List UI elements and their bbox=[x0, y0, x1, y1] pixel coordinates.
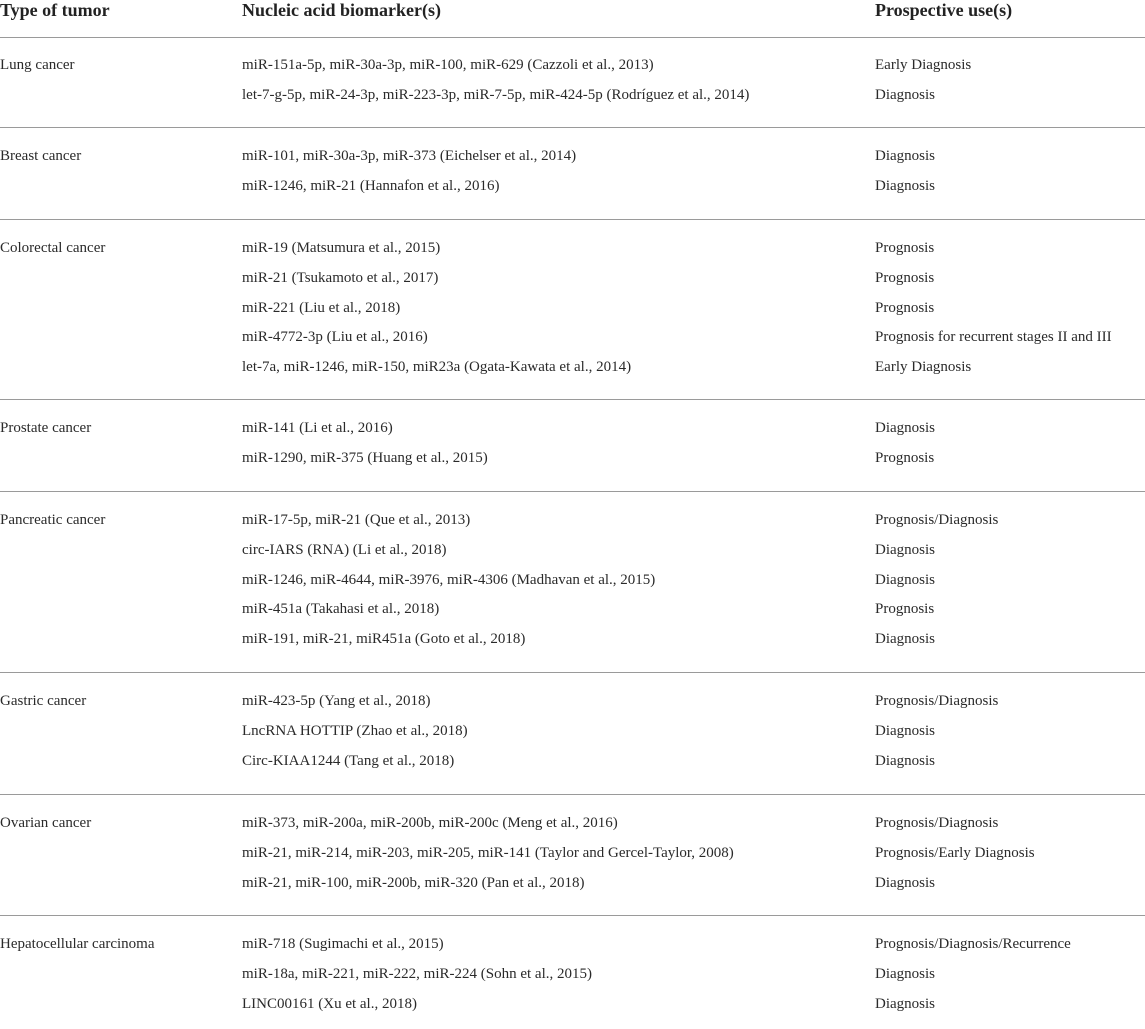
use-cell: Diagnosis bbox=[875, 631, 935, 648]
biomarker-cell: miR-1290, miR-375 (Huang et al., 2015) bbox=[242, 449, 488, 466]
tumor-type: Prostate cancer bbox=[0, 420, 92, 436]
table-row bbox=[0, 177, 1145, 207]
biomarker-cell: miR-101, miR-30a-3p, miR-373 (Eichelser et al., 2014) bbox=[242, 148, 577, 164]
table-row bbox=[0, 935, 1145, 965]
tumor-group bbox=[0, 492, 1145, 673]
biomarker-cell: let-7-g-5p, miR-24-3p, miR-223-3p, miR-7-5p, miR-424-5p (Rodríguez et al., 2014) bbox=[242, 86, 750, 103]
biomarker-cell: miR-191, miR-21, miR451a (Goto et al., 2018) bbox=[242, 631, 526, 648]
use-cell: Diagnosis bbox=[875, 752, 935, 769]
table-row bbox=[0, 239, 1145, 269]
table-row bbox=[0, 722, 1145, 752]
biomarker-cell: miR-19 (Matsumura et al., 2015) bbox=[242, 240, 441, 256]
biomarker-cell: miR-1246, miR-21 (Hannafon et al., 2016) bbox=[242, 177, 500, 194]
tumor-group bbox=[0, 220, 1145, 400]
use-cell: Diagnosis bbox=[875, 86, 935, 103]
biomarker-cell: circ-IARS (RNA) (Li et al., 2018) bbox=[242, 541, 447, 558]
biomarker-cell: miR-1246, miR-4644, miR-3976, miR-4306 (Madhavan et al., 2015) bbox=[242, 571, 656, 588]
biomarker-cell: miR-17-5p, miR-21 (Que et al., 2013) bbox=[242, 512, 471, 528]
table-row bbox=[0, 541, 1145, 571]
use-cell: Early Diagnosis bbox=[875, 359, 972, 376]
biomarker-cell: let-7a, miR-1246, miR-150, miR23a (Ogata-Kawata et al., 2014) bbox=[242, 359, 632, 376]
biomarker-cell: LncRNA HOTTIP (Zhao et al., 2018) bbox=[242, 722, 468, 739]
tumor-group bbox=[0, 916, 1145, 1027]
use-cell: Early Diagnosis bbox=[875, 57, 972, 73]
header-biomarkers: Nucleic acid biomarker(s) bbox=[242, 0, 441, 20]
use-cell: Prognosis/Diagnosis bbox=[875, 815, 999, 831]
table-row bbox=[0, 419, 1145, 449]
tumor-type: Hepatocellular carcinoma bbox=[0, 936, 155, 952]
use-cell: Prognosis bbox=[875, 449, 935, 466]
table-row bbox=[0, 995, 1145, 1025]
use-cell: Diagnosis bbox=[875, 995, 935, 1012]
tumor-group bbox=[0, 37, 1145, 128]
tumor-group bbox=[0, 673, 1145, 795]
tumor-group bbox=[0, 400, 1145, 492]
table-row bbox=[0, 358, 1145, 388]
table-row bbox=[0, 299, 1145, 329]
biomarker-cell: miR-141 (Li et al., 2016) bbox=[242, 420, 393, 436]
biomarker-cell: miR-21, miR-100, miR-200b, miR-320 (Pan et al., 2018) bbox=[242, 874, 585, 891]
use-cell: Prognosis for recurrent stages II and III bbox=[875, 329, 1112, 346]
table-row bbox=[0, 752, 1145, 782]
use-cell: Prognosis/Diagnosis bbox=[875, 693, 999, 709]
table-row bbox=[0, 449, 1145, 479]
use-cell: Prognosis bbox=[875, 299, 935, 316]
use-cell: Diagnosis bbox=[875, 148, 935, 164]
use-cell: Prognosis/Diagnosis bbox=[875, 512, 999, 528]
tumor-group bbox=[0, 128, 1145, 220]
use-cell: Diagnosis bbox=[875, 965, 935, 982]
tumor-type: Pancreatic cancer bbox=[0, 512, 106, 528]
biomarker-cell: miR-4772-3p (Liu et al., 2016) bbox=[242, 329, 428, 346]
tumor-type: Lung cancer bbox=[0, 57, 75, 73]
biomarker-cell: miR-151a-5p, miR-30a-3p, miR-100, miR-629 (Cazzoli et al., 2013) bbox=[242, 57, 654, 73]
tumor-type: Ovarian cancer bbox=[0, 815, 92, 831]
biomarker-cell: miR-451a (Takahasi et al., 2018) bbox=[242, 601, 440, 618]
biomarker-cell: miR-18a, miR-221, miR-222, miR-224 (Sohn et al., 2015) bbox=[242, 965, 592, 982]
tumor-type: Gastric cancer bbox=[0, 693, 87, 709]
use-cell: Diagnosis bbox=[875, 541, 935, 558]
use-cell: Diagnosis bbox=[875, 177, 935, 194]
biomarker-cell: miR-21, miR-214, miR-203, miR-205, miR-141 (Taylor and Gercel-Taylor, 2008) bbox=[242, 844, 734, 861]
header-use: Prospective use(s) bbox=[875, 0, 1013, 20]
use-cell: Prognosis bbox=[875, 601, 935, 618]
table-row bbox=[0, 147, 1145, 177]
header-tumor: Type of tumor bbox=[0, 0, 110, 20]
use-cell: Diagnosis bbox=[875, 722, 935, 739]
table-row bbox=[0, 511, 1145, 541]
biomarker-cell: miR-21 (Tsukamoto et al., 2017) bbox=[242, 269, 439, 286]
table-row bbox=[0, 965, 1145, 995]
table-row bbox=[0, 630, 1145, 660]
biomarker-cell: miR-423-5p (Yang et al., 2018) bbox=[242, 693, 431, 709]
table-row bbox=[0, 600, 1145, 630]
use-cell: Diagnosis bbox=[875, 874, 935, 891]
use-cell: Diagnosis bbox=[875, 420, 935, 436]
table-row bbox=[0, 571, 1145, 601]
use-cell: Prognosis bbox=[875, 269, 935, 286]
table-row bbox=[0, 328, 1145, 358]
table-row bbox=[0, 844, 1145, 874]
use-cell: Prognosis/Early Diagnosis bbox=[875, 844, 1035, 861]
table-header bbox=[0, 0, 1145, 38]
biomarker-cell: miR-373, miR-200a, miR-200b, miR-200c (Meng et al., 2016) bbox=[242, 815, 618, 831]
use-cell: Prognosis bbox=[875, 240, 935, 256]
biomarker-cell: Circ-KIAA1244 (Tang et al., 2018) bbox=[242, 752, 455, 769]
table-row bbox=[0, 86, 1145, 116]
table-row bbox=[0, 692, 1145, 722]
biomarker-cell: LINC00161 (Xu et al., 2018) bbox=[242, 995, 417, 1012]
use-cell: Diagnosis bbox=[875, 571, 935, 588]
table-row bbox=[0, 874, 1145, 904]
biomarker-cell: miR-221 (Liu et al., 2018) bbox=[242, 299, 401, 316]
tumor-type: Colorectal cancer bbox=[0, 240, 106, 256]
tumor-group bbox=[0, 795, 1145, 916]
use-cell: Prognosis/Diagnosis/Recurrence bbox=[875, 936, 1071, 952]
biomarker-cell: miR-718 (Sugimachi et al., 2015) bbox=[242, 936, 444, 952]
tumor-type: Breast cancer bbox=[0, 148, 82, 164]
table-row bbox=[0, 814, 1145, 844]
table-row bbox=[0, 56, 1145, 86]
table-row bbox=[0, 269, 1145, 299]
